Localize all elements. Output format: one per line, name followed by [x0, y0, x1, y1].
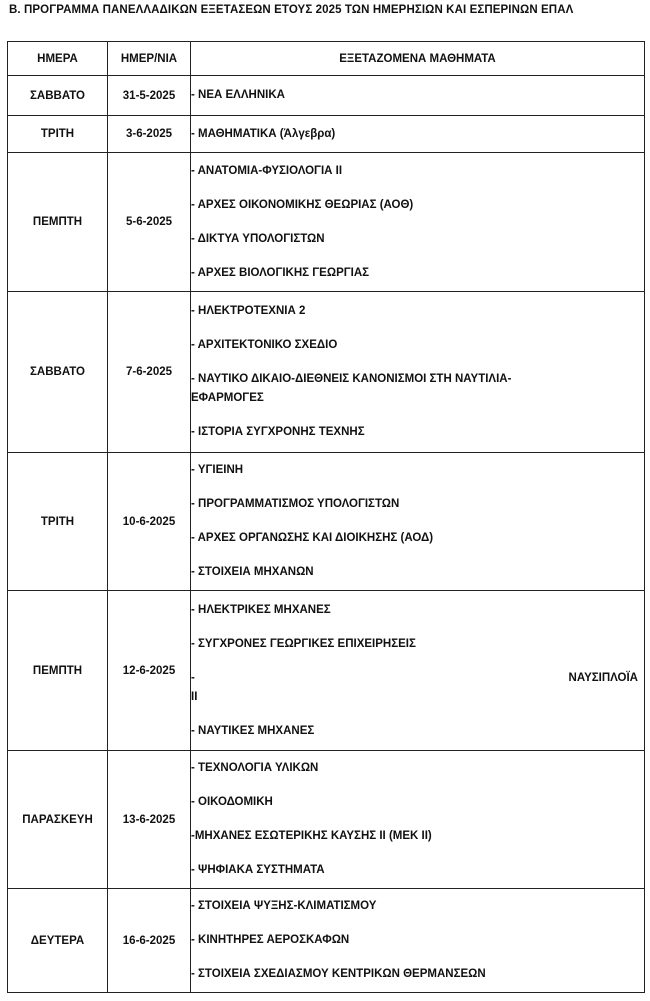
subject-item: - ΜΑΘΗΜΑΤΙΚΑ (Άλγεβρα)	[191, 127, 336, 140]
row-day: ΠΕΜΠΤΗ	[8, 153, 108, 292]
header-date: ΗΜΕΡ/ΝΙΑ	[108, 42, 191, 76]
subject-item: - ΨΗΦΙΑΚΑ ΣΥΣΤΗΜΑΤΑ	[191, 864, 325, 876]
row-day: ΣΑΒΒΑΤΟ	[8, 76, 108, 116]
subject-item: - ΣΤΟΙΧΕΙΑ ΣΧΕΔΙΑΣΜΟΥ ΚΕΝΤΡΙΚΩΝ ΘΕΡΜΑΝΣΕΩΝ	[191, 968, 486, 980]
row-day: ΔΕΥΤΕΡΑ	[8, 889, 108, 993]
header-day: ΗΜΕΡΑ	[8, 42, 108, 76]
row-date: 3-6-2025	[108, 116, 191, 153]
table-header-row	[8, 42, 645, 76]
table-row	[8, 453, 645, 591]
subject-item: -ΜΗΧΑΝΕΣ ΕΣΩΤΕΡΙΚΗΣ ΚΑΥΣΗΣ ΙΙ (ΜΕΚ ΙΙ)	[191, 830, 432, 842]
subject-item: - ΑΡΧΕΣ ΟΙΚΟΝΟΜΙΚΗΣ ΘΕΩΡΙΑΣ (ΑΟΘ)	[191, 198, 414, 211]
subject-item	[191, 671, 644, 705]
header-subjects: ΕΞΕΤΑΖΟΜΕΝΑ ΜΑΘΗΜΑΤΑ	[191, 42, 645, 76]
row-date: 10-6-2025	[108, 453, 191, 591]
subject-split-line	[191, 671, 644, 686]
row-day: ΠΑΡΑΣΚΕΥΗ	[8, 751, 108, 889]
subject-continuation: ΕΦΑΡΜΟΓΕΣ	[191, 392, 264, 404]
row-subjects	[191, 889, 645, 993]
row-subjects	[191, 153, 645, 292]
row-date: 7-6-2025	[108, 292, 191, 453]
row-date: 5-6-2025	[108, 153, 191, 292]
row-subjects	[191, 76, 645, 116]
subject-item: - ΗΛΕΚΤΡΟΤΕΧΝΙΑ 2	[191, 305, 306, 317]
subject-item: - ΑΡΧΙΤΕΚΤΟΝΙΚΟ ΣΧΕΔΙΟ	[191, 339, 338, 351]
row-day: ΠΕΜΠΤΗ	[8, 591, 108, 751]
row-date: 31-5-2025	[108, 76, 191, 116]
subject-item: - ΣΤΟΙΧΕΙΑ ΜΗΧΑΝΩΝ	[191, 566, 314, 578]
subject-item: - ΣΥΓΧΡΟΝΕΣ ΓΕΩΡΓΙΚΕΣ ΕΠΙΧΕΙΡΗΣΕΙΣ	[191, 637, 416, 650]
subject-item: - ΚΙΝΗΤΗΡΕΣ ΑΕΡΟΣΚΑΦΩΝ	[191, 934, 350, 946]
subject-item: - ΠΡΟΓΡΑΜΜΑΤΙΣΜΟΣ ΥΠΟΛΟΓΙΣΤΩΝ	[191, 498, 400, 510]
subject-item: - ΑΝΑΤΟΜΙΑ-ΦΥΣΙΟΛΟΓΙΑ ΙΙ	[191, 164, 343, 177]
row-date: 13-6-2025	[108, 751, 191, 889]
subject-item: - ΤΕΧΝΟΛΟΓΙΑ ΥΛΙΚΩΝ	[191, 762, 319, 774]
row-day: ΤΡΙΤΗ	[8, 453, 108, 591]
subject-item: - ΔΙΚΤΥΑ ΥΠΟΛΟΓΙΣΤΩΝ	[191, 232, 325, 245]
table-row	[8, 153, 645, 292]
row-subjects	[191, 453, 645, 591]
subject-item: - ΝΕΑ ΕΛΛΗΝΙΚΑ	[191, 89, 285, 101]
subject-item: - ΝΑΥΤΙΚΕΣ ΜΗΧΑΝΕΣ	[191, 724, 315, 737]
row-subjects	[191, 116, 645, 153]
subject-item: - ΑΡΧΕΣ ΟΡΓΑΝΩΣΗΣ ΚΑΙ ΔΙΟΙΚΗΣΗΣ (ΑΟΔ)	[191, 532, 434, 544]
row-subjects	[191, 751, 645, 889]
row-subjects	[191, 292, 645, 453]
table-row	[8, 292, 645, 453]
subject-text: -	[191, 671, 195, 684]
subject-item	[191, 372, 644, 406]
subject-item: - ΟΙΚΟΔΟΜΙΚΗ	[191, 796, 273, 808]
row-date: 12-6-2025	[108, 591, 191, 751]
table-row	[8, 889, 645, 993]
table-row	[8, 76, 645, 116]
page-title: Β. ΠΡΟΓΡΑΜΜΑ ΠΑΝΕΛΛΑΔΙΚΩΝ ΕΞΕΤΑΣΕΩΝ ΕΤΟΥΣ 2025 ΤΩΝ ΗΜΕΡΗΣΙΩΝ ΚΑΙ ΕΣΠΕΡΙΝΩΝ ΕΠΑΛ	[9, 4, 574, 16]
exam-schedule-table	[7, 41, 645, 993]
table-row	[8, 116, 645, 153]
subject-item: - ΗΛΕΚΤΡΙΚΕΣ ΜΗΧΑΝΕΣ	[191, 603, 331, 616]
row-date: 16-6-2025	[108, 889, 191, 993]
subject-item: - ΥΓΙΕΙΝΗ	[191, 464, 244, 476]
subject-item: - ΑΡΧΕΣ ΒΙΟΛΟΓΙΚΗΣ ΓΕΩΡΓΙΑΣ	[191, 266, 370, 279]
row-day: ΣΑΒΒΑΤΟ	[8, 292, 108, 453]
row-subjects	[191, 591, 645, 751]
row-day: ΤΡΙΤΗ	[8, 116, 108, 153]
subject-text: - ΝΑΥΤΙΚΟ ΔΙΚΑΙΟ-ΔΙΕΘΝΕΙΣ ΚΑΝΟΝΙΣΜΟΙ ΣΤΗ ΝΑΥΤΙΛΙΑ-	[191, 373, 512, 385]
table-row	[8, 751, 645, 889]
subject-item: - ΙΣΤΟΡΙΑ ΣΥΓΧΡΟΝΗΣ ΤΕΧΝΗΣ	[191, 426, 365, 438]
subject-item: - ΣΤΟΙΧΕΙΑ ΨΥΞΗΣ-ΚΛΙΜΑΤΙΣΜΟΥ	[191, 900, 377, 912]
subject-continuation: ΙΙ	[191, 690, 198, 703]
subject-text-right: ΝΑΥΣΙΠΛΟΪΑ	[568, 671, 638, 684]
table-row	[8, 591, 645, 751]
